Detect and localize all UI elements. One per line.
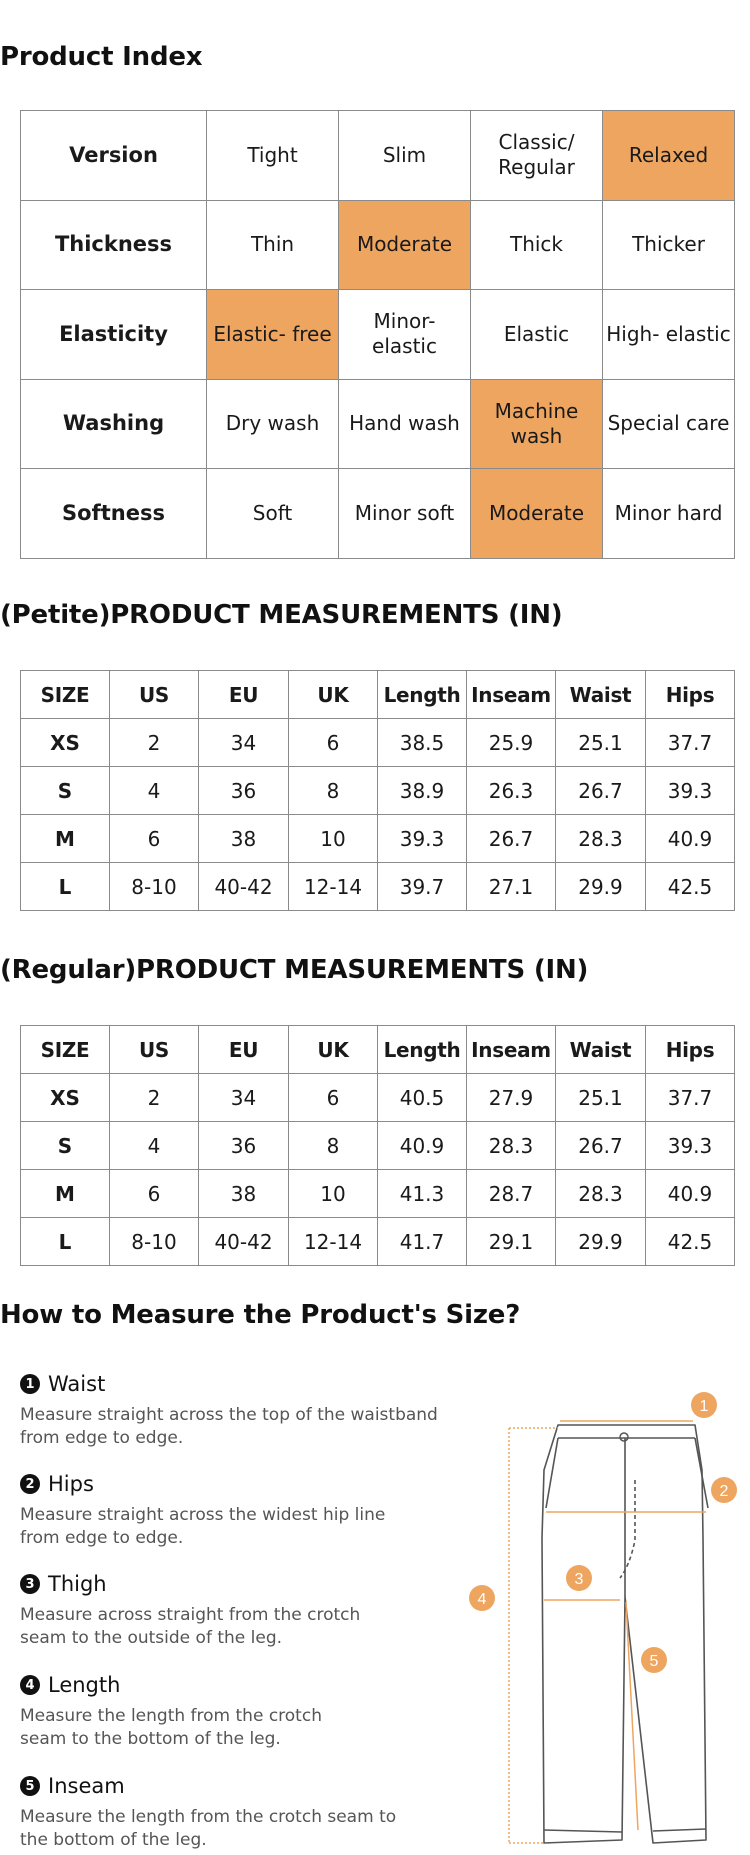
step-waist	[20, 1372, 450, 1450]
table-cell: 8-10	[110, 863, 199, 911]
column-header: Inseam	[467, 1026, 556, 1074]
table-cell: 40-42	[199, 1218, 289, 1266]
step-number-badge: 5	[20, 1776, 40, 1796]
table-cell: 2	[110, 1074, 199, 1122]
size-cell: XS	[21, 1074, 110, 1122]
table-cell: 25.1	[556, 719, 646, 767]
table-row	[21, 815, 735, 863]
index-cell-highlighted: Machine wash	[471, 379, 603, 469]
label-5-marker	[641, 1647, 667, 1673]
table-row	[21, 719, 735, 767]
step-number-badge: 3	[20, 1574, 40, 1594]
table-cell: 8	[289, 1122, 378, 1170]
table-cell: 28.3	[556, 815, 646, 863]
regular-measurements-title: (Regular)PRODUCT MEASUREMENTS (IN)	[0, 955, 589, 985]
step-hips	[20, 1472, 420, 1550]
table-cell: 26.7	[556, 1122, 646, 1170]
index-row-label: Thickness	[21, 200, 207, 290]
table-cell: 36	[199, 1122, 289, 1170]
table-cell: 6	[110, 815, 199, 863]
table-cell: 40.5	[378, 1074, 467, 1122]
table-cell: 38	[199, 1170, 289, 1218]
label-4-marker	[469, 1585, 495, 1611]
table-cell: 41.3	[378, 1170, 467, 1218]
table-cell: 38.5	[378, 719, 467, 767]
index-cell: Dry wash	[207, 379, 339, 469]
index-row-label: Version	[21, 111, 207, 201]
index-cell: Minor hard	[603, 469, 735, 559]
index-row-softness	[21, 469, 735, 559]
index-cell: Hand wash	[339, 379, 471, 469]
index-cell-highlighted: Moderate	[471, 469, 603, 559]
pants-outline	[542, 1425, 708, 1843]
index-row-elasticity	[21, 290, 735, 380]
column-header: EU	[199, 671, 289, 719]
table-cell: 12-14	[289, 1218, 378, 1266]
table-cell: 39.3	[646, 1122, 735, 1170]
step-title: Hips	[48, 1472, 94, 1496]
table-header-row	[21, 1026, 735, 1074]
column-header: Length	[378, 671, 467, 719]
column-header: EU	[199, 1026, 289, 1074]
index-cell: Elastic	[471, 290, 603, 380]
label-2-marker	[711, 1477, 737, 1503]
index-cell: Thin	[207, 200, 339, 290]
column-header: Length	[378, 1026, 467, 1074]
how-to-measure-title: How to Measure the Product's Size?	[0, 1300, 521, 1330]
measurement-lines	[509, 1421, 706, 1843]
column-header: Hips	[646, 1026, 735, 1074]
size-cell: L	[21, 1218, 110, 1266]
step-description: Measure the length from the crotch seam to the bottom of the leg.	[20, 1706, 322, 1749]
product-index-title: Product Index	[0, 42, 203, 72]
regular-measurements-table	[20, 1025, 735, 1266]
column-header: Inseam	[467, 671, 556, 719]
step-title: Length	[48, 1673, 121, 1697]
table-cell: 6	[110, 1170, 199, 1218]
table-cell: 6	[289, 1074, 378, 1122]
table-cell: 25.1	[556, 1074, 646, 1122]
column-header: UK	[289, 1026, 378, 1074]
step-title: Thigh	[48, 1572, 107, 1596]
table-cell: 29.1	[467, 1218, 556, 1266]
step-description: Measure the length from the crotch seam to the bottom of the leg.	[20, 1807, 397, 1850]
label-3-marker	[566, 1565, 592, 1591]
table-header-row	[21, 671, 735, 719]
petite-measurements-title: (Petite)PRODUCT MEASUREMENTS (IN)	[0, 600, 563, 630]
svg-text:5: 5	[649, 1653, 659, 1670]
index-cell: Thicker	[603, 200, 735, 290]
table-row	[21, 1074, 735, 1122]
index-cell-highlighted: Relaxed	[603, 111, 735, 201]
size-cell: L	[21, 863, 110, 911]
column-header: US	[110, 671, 199, 719]
table-cell: 8-10	[110, 1218, 199, 1266]
table-cell: 6	[289, 719, 378, 767]
petite-measurements-table	[20, 670, 735, 911]
table-row	[21, 1122, 735, 1170]
index-row-label: Elasticity	[21, 290, 207, 380]
step-description: Measure straight across the widest hip line from edge to edge.	[20, 1505, 386, 1548]
index-cell: Tight	[207, 111, 339, 201]
table-cell: 40.9	[646, 815, 735, 863]
table-cell: 29.9	[556, 1218, 646, 1266]
svg-text:3: 3	[574, 1571, 584, 1588]
table-cell: 40-42	[199, 863, 289, 911]
size-cell: S	[21, 767, 110, 815]
size-cell: S	[21, 1122, 110, 1170]
pants-measurement-diagram	[460, 1380, 740, 1850]
table-cell: 27.9	[467, 1074, 556, 1122]
table-cell: 28.3	[556, 1170, 646, 1218]
table-row	[21, 767, 735, 815]
table-cell: 25.9	[467, 719, 556, 767]
table-cell: 10	[289, 815, 378, 863]
table-cell: 39.7	[378, 863, 467, 911]
table-cell: 29.9	[556, 863, 646, 911]
button-icon	[620, 1433, 628, 1441]
table-cell: 38.9	[378, 767, 467, 815]
table-cell: 8	[289, 767, 378, 815]
size-cell: M	[21, 815, 110, 863]
table-row	[21, 863, 735, 911]
index-cell-highlighted: Moderate	[339, 200, 471, 290]
column-header: Hips	[646, 671, 735, 719]
table-cell: 28.7	[467, 1170, 556, 1218]
table-cell: 38	[199, 815, 289, 863]
table-cell: 26.7	[467, 815, 556, 863]
table-cell: 40.9	[378, 1122, 467, 1170]
column-header: Waist	[556, 671, 646, 719]
column-header: SIZE	[21, 671, 110, 719]
table-cell: 4	[110, 767, 199, 815]
table-cell: 37.7	[646, 1074, 735, 1122]
table-cell: 34	[199, 719, 289, 767]
column-header: Waist	[556, 1026, 646, 1074]
table-cell: 39.3	[646, 767, 735, 815]
table-cell: 40.9	[646, 1170, 735, 1218]
index-row-thickness	[21, 200, 735, 290]
table-cell: 39.3	[378, 815, 467, 863]
index-row-label: Softness	[21, 469, 207, 559]
step-title: Waist	[48, 1372, 106, 1396]
table-cell: 28.3	[467, 1122, 556, 1170]
table-cell: 27.1	[467, 863, 556, 911]
column-header: UK	[289, 671, 378, 719]
table-cell: 12-14	[289, 863, 378, 911]
step-number-badge: 2	[20, 1474, 40, 1494]
step-inseam	[20, 1774, 410, 1852]
index-cell: Soft	[207, 469, 339, 559]
column-header: SIZE	[21, 1026, 110, 1074]
table-cell: 42.5	[646, 863, 735, 911]
size-cell: M	[21, 1170, 110, 1218]
table-cell: 2	[110, 719, 199, 767]
size-cell: XS	[21, 719, 110, 767]
svg-text:2: 2	[719, 1483, 729, 1500]
table-cell: 4	[110, 1122, 199, 1170]
table-cell: 34	[199, 1074, 289, 1122]
index-cell: Minor- elastic	[339, 290, 471, 380]
step-length	[20, 1673, 365, 1751]
index-cell: Slim	[339, 111, 471, 201]
index-cell: Classic/ Regular	[471, 111, 603, 201]
step-number-badge: 1	[20, 1374, 40, 1394]
index-row-label: Washing	[21, 379, 207, 469]
index-cell-highlighted: Elastic- free	[207, 290, 339, 380]
index-cell: High- elastic	[603, 290, 735, 380]
svg-text:1: 1	[699, 1398, 709, 1415]
index-row-washing	[21, 379, 735, 469]
step-thigh	[20, 1572, 395, 1650]
step-description: Measure straight across the top of the waistband from edge to edge.	[20, 1405, 438, 1448]
index-cell: Minor soft	[339, 469, 471, 559]
table-cell: 26.7	[556, 767, 646, 815]
column-header: US	[110, 1026, 199, 1074]
table-row	[21, 1170, 735, 1218]
table-cell: 10	[289, 1170, 378, 1218]
step-number-badge: 4	[20, 1675, 40, 1695]
table-row	[21, 1218, 735, 1266]
index-cell: Thick	[471, 200, 603, 290]
table-cell: 37.7	[646, 719, 735, 767]
index-row-version	[21, 111, 735, 201]
table-cell: 36	[199, 767, 289, 815]
product-index-table	[20, 110, 735, 559]
index-cell: Special care	[603, 379, 735, 469]
table-cell: 26.3	[467, 767, 556, 815]
step-title: Inseam	[48, 1774, 125, 1798]
svg-text:4: 4	[477, 1591, 487, 1608]
step-description: Measure across straight from the crotch seam to the outside of the leg.	[20, 1605, 361, 1648]
table-cell: 41.7	[378, 1218, 467, 1266]
table-cell: 42.5	[646, 1218, 735, 1266]
label-1-marker	[691, 1392, 717, 1418]
